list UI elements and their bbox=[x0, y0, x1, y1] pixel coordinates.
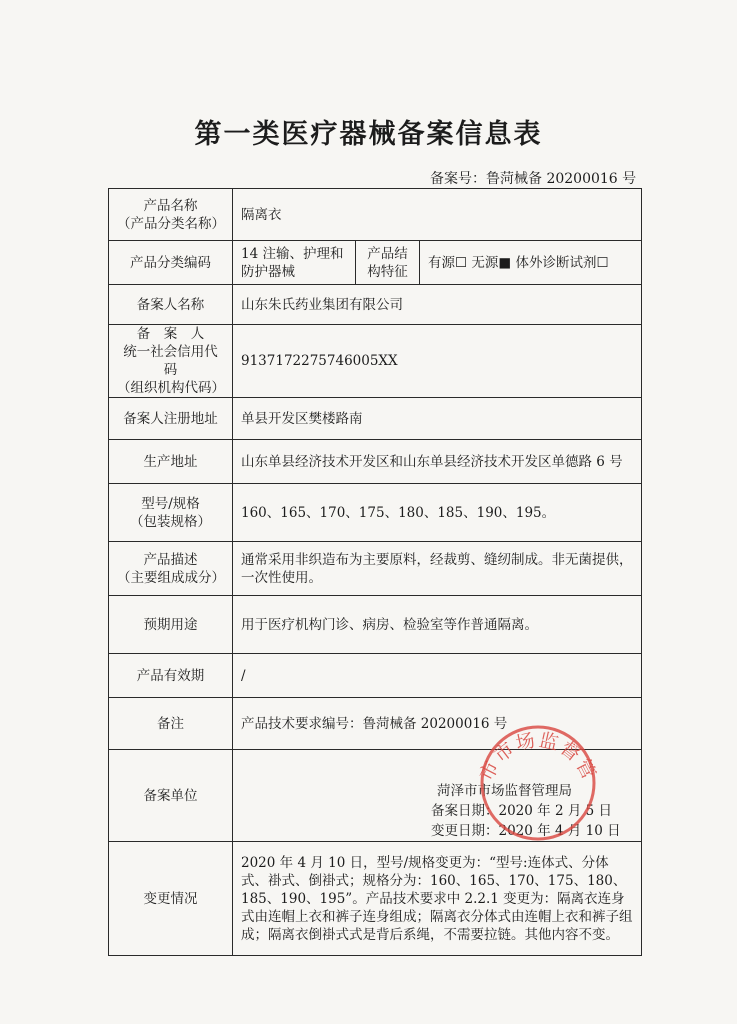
structure-value: 有源☐ 无源■ 体外诊断试剂☐ bbox=[420, 241, 642, 285]
row-changes bbox=[109, 842, 642, 956]
filer-name-value: 山东朱氏药业集团有限公司 bbox=[233, 285, 642, 325]
row-reg-address bbox=[109, 398, 642, 440]
label-line: （产品分类名称） bbox=[117, 215, 225, 232]
row-prod-address bbox=[109, 440, 642, 484]
row-remarks bbox=[109, 698, 642, 750]
validity-label: 产品有效期 bbox=[109, 654, 233, 698]
row-intended-use bbox=[109, 596, 642, 654]
credit-code-label bbox=[109, 325, 233, 398]
description-label bbox=[109, 542, 233, 596]
row-classification bbox=[109, 241, 642, 285]
structure-label: 产品结构特征 bbox=[356, 241, 420, 285]
filing-unit-label: 备案单位 bbox=[109, 750, 233, 842]
label-line: 统一社会信用代码 bbox=[123, 344, 218, 378]
model-value: 160、165、170、175、180、185、190、195。 bbox=[233, 484, 642, 542]
change-date: 变更日期：2020 年 4 月 10 日 bbox=[431, 822, 621, 839]
label-line: 备 案 人 bbox=[136, 326, 205, 342]
product-name-label bbox=[109, 189, 233, 241]
filing-authority: 菏泽市市场监督管理局 bbox=[437, 782, 572, 799]
record-table bbox=[108, 188, 642, 956]
label-line: 产品描述 bbox=[143, 551, 198, 568]
label-line: 型号/规格 bbox=[141, 495, 200, 512]
filing-unit-value bbox=[233, 750, 642, 842]
description-value: 通常采用非织造布为主要原料，经裁剪、缝纫制成。非无菌提供，一次性使用。 bbox=[233, 542, 642, 596]
changes-label: 变更情况 bbox=[109, 842, 233, 956]
filing-date: 备案日期：2020 年 2 月 5 日 bbox=[431, 802, 612, 819]
reg-address-label: 备案人注册地址 bbox=[109, 398, 233, 440]
credit-code-value: 9137172275746005XX bbox=[233, 325, 642, 398]
label-line: （主要组成成分） bbox=[117, 569, 225, 586]
seal-text: 市市场监督管 bbox=[475, 729, 601, 785]
reg-address-value: 单县开发区樊楼路南 bbox=[233, 398, 642, 440]
row-product-name bbox=[109, 189, 642, 241]
prod-address-label: 生产地址 bbox=[109, 440, 233, 484]
remarks-label: 备注 bbox=[109, 698, 233, 750]
model-label bbox=[109, 484, 233, 542]
row-model bbox=[109, 484, 642, 542]
record-number: 备案号：鲁菏械备 20200016 号 bbox=[430, 171, 637, 187]
classification-label: 产品分类编码 bbox=[109, 241, 233, 285]
intended-use-value: 用于医疗机构门诊、病房、检验室等作普通隔离。 bbox=[233, 596, 642, 654]
label-line: 产品名称 bbox=[143, 197, 198, 214]
page-title: 第一类医疗器械备案信息表 bbox=[194, 119, 543, 150]
row-validity bbox=[109, 654, 642, 698]
row-filer-name bbox=[109, 285, 642, 325]
classification-code: 14 注输、护理和防护器械 bbox=[233, 241, 356, 285]
validity-value: / bbox=[233, 654, 642, 698]
intended-use-label: 预期用途 bbox=[109, 596, 233, 654]
remarks-value: 产品技术要求编号：鲁菏械备 20200016 号 bbox=[233, 698, 642, 750]
label-line: （组织机构代码） bbox=[117, 380, 225, 396]
label-line: （包装规格） bbox=[130, 513, 211, 530]
changes-value: 2020 年 4 月 10 日，型号/规格变更为：“型号:连体式、分体式、褂式、倒褂式；规格分为：160、165、170、175、180、185、190、195”。产品技术要求中 2.2.1 变更为：隔离衣连身式由连帽上衣和裤子连身组成；隔离衣分体式由连帽上衣和裤子组成；隔离衣倒褂式式是背后系绳，不需要拉链。其他内容不变。 bbox=[233, 842, 642, 956]
row-credit-code bbox=[109, 325, 642, 398]
product-name-value: 隔离衣 bbox=[233, 189, 642, 241]
filer-name-label: 备案人名称 bbox=[109, 285, 233, 325]
row-description bbox=[109, 542, 642, 596]
row-filing-unit bbox=[109, 750, 642, 842]
prod-address-value: 山东单县经济技术开发区和山东单县经济技术开发区单德路 6 号 bbox=[233, 440, 642, 484]
